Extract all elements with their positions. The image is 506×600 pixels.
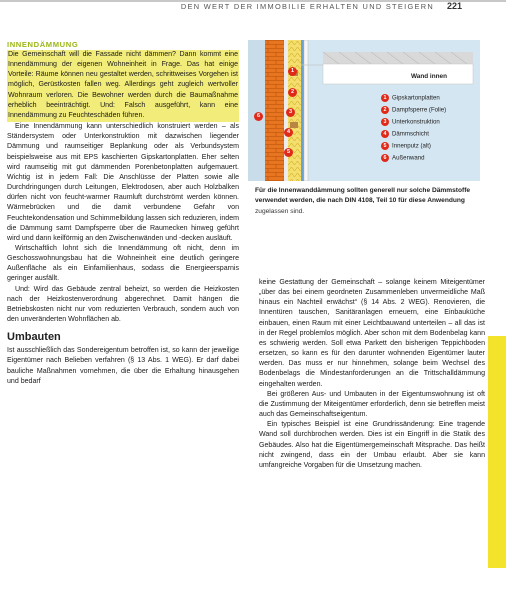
marker-6-icon: 6 xyxy=(254,112,263,121)
left-column xyxy=(7,40,239,387)
marker-1-icon: 1 xyxy=(288,67,297,76)
intro-box: Die Gemeinschaft will die Fassade nicht dämmen? Dann kommt eine Innendämmung der eigenen Wohneinheit in Frage. Das hat einige Vorteile: Räume können neu gestaltet werden, schrittweises Vorgehen ist möglich, Gerüstkosten fallen weg. Allerdings geht zugleich wertvoller Wohnraum verloren. Die Bewohner werden durch die Baumaßnahme erheblich beeinträchtigt. Und: Falsch ausgeführt, kann eine Innendämmung zu Feuchteschäden führen. xyxy=(7,50,239,122)
chapter-tab xyxy=(488,336,506,568)
section-heading: INNENDÄMMUNG xyxy=(7,40,79,49)
legend-item: 1 Gipskartonplatten xyxy=(381,94,440,102)
body-paragraph: Bei größeren Aus- und Umbauten in der Eigentumswohnung ist oft die Zustimmung der Miteigentümer erforderlich, denn sie betreffen meist auch das Gemeinschaftseigentum. xyxy=(259,390,485,419)
inner-wall-top xyxy=(323,52,473,64)
body-paragraph: Ein typisches Beispiel ist eine Grundrissänderung: Eine tragende Wand soll durchbrochen werden. Dies ist ein Eingriff in die Statik des Gebäudes. Also hat die Eigentümergemeinschaft Mitsprache. Das heißt nicht zwingend, dass ein der Umbau erlaubt. Aber sie kann umfangreiche Vorgaben für die Umsetzung machen. xyxy=(259,421,485,469)
page-number: 221 xyxy=(446,1,462,11)
marker-3-icon: 3 xyxy=(286,108,295,117)
legend-item: 2 Dampfsperre (Folie) xyxy=(381,106,446,114)
legend-item: 5 Innenputz (alt) xyxy=(381,142,431,150)
caption-rest: zugelassen sind. xyxy=(255,207,305,215)
legend-item: 6 Außenwand xyxy=(381,154,425,162)
outside-area xyxy=(248,40,265,181)
wall-label: Wand innen xyxy=(411,73,447,80)
vapour-barrier xyxy=(301,40,304,181)
body-paragraph: Ist ausschließlich das Sondereigentum betroffen ist, so kann der jeweilige Eigentümer nach Belieben verfahren (§ 13 Abs. 1 WEG). Er darf dabei bauliche Maßnahmen vornehmen, die über die Erhaltung hinausgehen und bedarf xyxy=(7,347,239,385)
caption-bold: Für die Innenwanddämmung sollten generell nur solche Dämmstoffe verwendet werden, die nach DIN 4108, Teil 10 für diese Anwendung xyxy=(255,187,471,205)
wall-diagram xyxy=(248,40,480,181)
running-title: DEN WERT DER IMMOBILIE ERHALTEN UND STEIGERN xyxy=(180,2,434,11)
body-paragraph: Und: Wird das Gebäude zentral beheizt, so werden die Heizkosten nach der Heizkostenverordnung abgerechnet. Damit hängen die Betriebskosten nicht nur vom reduzierten Verbrauch, sondern auch von den unveränderten Wohnflächen ab. xyxy=(7,285,239,324)
legend-item: 3 Unterkonstruktion xyxy=(381,118,440,126)
inner-wall-face xyxy=(323,64,473,84)
marker-4-icon: 4 xyxy=(284,128,293,137)
legend-item: 4 Dämmschicht xyxy=(381,130,429,138)
umbauten-heading: Umbauten xyxy=(7,331,61,344)
figure-caption xyxy=(255,186,481,217)
body-paragraph: Eine Innendämmung kann unterschiedlich konstruiert werden – als Ständersystem oder Unterkonstruktion mit dazwischen liegender Dämmung und raumseitiger Beplankung oder als Verbundsystem beispielsweise aus mit EPS kaschierten Gipskartonplatten. Eher selten wird raumseitig mit gut dämmenden Porenbetonplatten aufgemauert. Wichtig ist in jedem Fall: Die Anschlüsse der Platten sowie alle Durchdringungen durch Leitungen, Elektrodosen, aber auch Holzbalken dürfen nicht von feucht-warmer Raumluft durchströmt werden können. Wärmebrücken und die damit verbundene Gefahr von Feuchtekondensation und Schimmelbildung lassen sich reduzieren, indem die Dämmung samt Dampfsperre über die Raumecken hinweg geführt wird und dann keilförmig an den Zwischenwänden und -decken ausläuft. xyxy=(7,123,239,242)
marker-2-icon: 2 xyxy=(288,88,297,97)
body-paragraph: keine Gestattung der Gemeinschaft – solange keinem Miteigentümer „über das bei einem geordneten Zusammenleben unvermeidliche Maß hinaus ein Nachteil erwächst“ (§ 14 Abs. 2 WEG). Renovieren, die Innentüren tauschen, Sanitäranlagen erneuern, eine Einbauküche einbauen, einen Raum mit einer Leichtbauwand unterteilen – all das ist in der Regel problemlos möglich. Aber schon mit dem Bodenbelag kann es schwierig werden. Soll etwa Parkett den bisherigen Teppichboden ersetzen, so kann es für den darunter wohnenden Eigentümer lauter werden. Das muss er nur hinnehmen, solange beim Wechsel des Bodenbelags die Mindestanforderungen an die Trittschalldämmung eingehalten werden. xyxy=(259,279,485,388)
plasterboard xyxy=(304,40,308,181)
marker-5-icon: 5 xyxy=(284,148,293,157)
body-paragraph: Wirtschaftlich lohnt sich die Innendämmung oft nicht, denn im Geschosswohnungsbau hat die Wohneinheit eine deutlich geringere Außenfläche als ein Einfamilienhaus, sodass die Energieersparnis geringer ausfällt. xyxy=(7,244,239,283)
outer-wall xyxy=(265,40,284,181)
running-header xyxy=(0,0,506,12)
substructure-batten xyxy=(290,122,298,128)
right-column xyxy=(259,278,485,471)
